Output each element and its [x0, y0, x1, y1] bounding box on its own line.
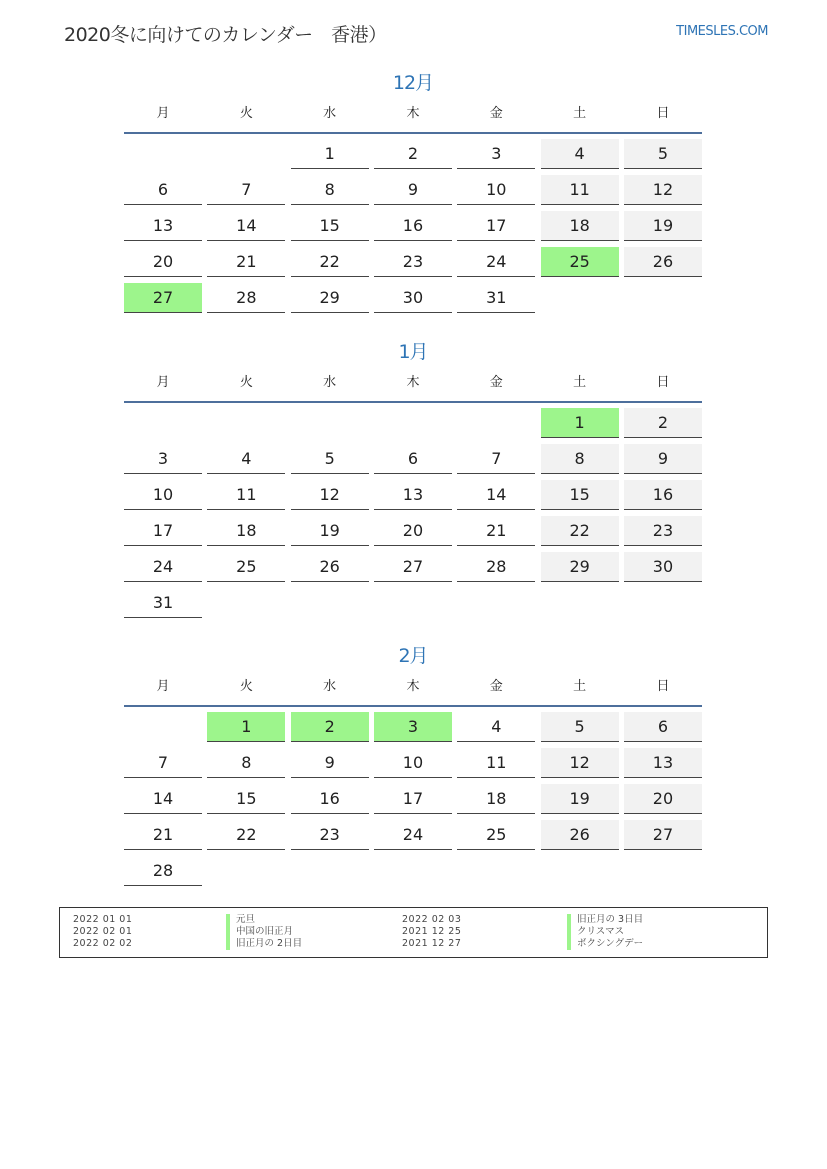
day-cell: 16: [374, 211, 452, 241]
day-cell: 4: [541, 139, 619, 169]
day-cell: 26: [541, 820, 619, 850]
day-cell: 2: [374, 139, 452, 169]
day-cell: 18: [207, 516, 285, 546]
weekday-label: 日: [656, 679, 670, 694]
day-cell: 31: [457, 283, 535, 313]
page-title: 2020冬に向けてのカレンダー 香港）: [64, 24, 387, 46]
day-cell: 22: [291, 247, 369, 277]
day-cell: 11: [541, 175, 619, 205]
empty-cell: [374, 408, 452, 437]
legend-date: 2022 02 01: [73, 926, 133, 937]
day-cell: 29: [291, 283, 369, 313]
weekday-label: 金: [489, 375, 503, 390]
day-cell: 7: [207, 175, 285, 205]
day-cell: 26: [624, 247, 702, 277]
day-cell: 17: [457, 211, 535, 241]
day-cell: 17: [374, 784, 452, 814]
weekday-label: 月: [156, 106, 170, 121]
day-cell: 27: [624, 820, 702, 850]
day-cell: 28: [207, 283, 285, 313]
site-link[interactable]: TIMESLES.COM: [676, 24, 768, 39]
holiday-legend: [59, 907, 768, 958]
month-title: 1月: [398, 341, 428, 363]
day-grid: [124, 712, 702, 886]
day-cell: 21: [124, 820, 202, 850]
day-cell: 4: [457, 712, 535, 742]
day-cell: 21: [207, 247, 285, 277]
weekday-label: 土: [573, 106, 587, 121]
legend-date: 2022 02 03: [402, 914, 462, 925]
legend-holiday-name: 旧正月の 3日目: [567, 914, 643, 926]
day-cell: 12: [624, 175, 702, 205]
day-cell: 4: [207, 444, 285, 474]
day-cell: 22: [541, 516, 619, 546]
day-cell: 28: [124, 856, 202, 886]
day-cell: 7: [457, 444, 535, 474]
legend-date: 2022 02 02: [73, 938, 133, 949]
day-cell: 5: [624, 139, 702, 169]
empty-cell: [124, 408, 202, 437]
weekday-label: 木: [406, 679, 420, 694]
month-january: [124, 339, 702, 618]
day-cell: 21: [457, 516, 535, 546]
empty-cell: [207, 408, 285, 437]
day-cell: 12: [541, 748, 619, 778]
day-cell: 25: [457, 820, 535, 850]
weekday-label: 水: [323, 375, 337, 390]
day-cell: 23: [291, 820, 369, 850]
weekday-label: 日: [656, 375, 670, 390]
day-cell: 11: [457, 748, 535, 778]
empty-cell: [457, 408, 535, 437]
weekday-label: 木: [406, 375, 420, 390]
day-cell: 3: [124, 444, 202, 474]
month-title: 12月: [392, 72, 434, 94]
day-cell: 9: [291, 748, 369, 778]
day-cell: 19: [291, 516, 369, 546]
day-cell: 10: [374, 748, 452, 778]
day-cell: 16: [291, 784, 369, 814]
day-cell: 7: [124, 748, 202, 778]
day-cell: 25: [541, 247, 619, 277]
day-cell: 15: [207, 784, 285, 814]
legend-holiday-name: 中国の旧正月: [226, 926, 293, 938]
month-title: 2月: [398, 645, 428, 667]
day-cell: 5: [541, 712, 619, 742]
day-cell: 23: [374, 247, 452, 277]
day-cell: 11: [207, 480, 285, 510]
day-grid: [124, 139, 702, 313]
weekday-label: 火: [239, 375, 253, 390]
day-cell: 6: [124, 175, 202, 205]
weekday-header: [124, 677, 702, 707]
day-cell: 17: [124, 516, 202, 546]
day-cell: 20: [124, 247, 202, 277]
day-cell: 24: [124, 552, 202, 582]
legend-date: 2021 12 27: [402, 938, 462, 949]
empty-cell: [207, 139, 285, 168]
day-cell: 13: [374, 480, 452, 510]
weekday-label: 月: [156, 375, 170, 390]
empty-cell: [124, 712, 202, 741]
day-cell: 30: [374, 283, 452, 313]
day-cell: 25: [207, 552, 285, 582]
day-cell: 16: [624, 480, 702, 510]
day-cell: 2: [291, 712, 369, 742]
weekday-label: 日: [656, 106, 670, 121]
day-cell: 5: [291, 444, 369, 474]
empty-cell: [124, 139, 202, 168]
weekday-label: 金: [489, 679, 503, 694]
day-grid: [124, 408, 702, 618]
day-cell: 6: [624, 712, 702, 742]
weekday-label: 木: [406, 106, 420, 121]
day-cell: 27: [124, 283, 202, 313]
day-cell: 18: [541, 211, 619, 241]
empty-cell: [291, 408, 369, 437]
day-cell: 19: [624, 211, 702, 241]
legend-date: 2022 01 01: [73, 914, 133, 925]
day-cell: 9: [374, 175, 452, 205]
day-cell: 30: [624, 552, 702, 582]
day-cell: 10: [124, 480, 202, 510]
day-cell: 29: [541, 552, 619, 582]
day-cell: 8: [541, 444, 619, 474]
legend-date: 2021 12 25: [402, 926, 462, 937]
day-cell: 14: [124, 784, 202, 814]
weekday-label: 火: [239, 106, 253, 121]
day-cell: 12: [291, 480, 369, 510]
day-cell: 14: [207, 211, 285, 241]
weekday-header: [124, 104, 702, 134]
day-cell: 10: [457, 175, 535, 205]
day-cell: 23: [624, 516, 702, 546]
day-cell: 20: [374, 516, 452, 546]
legend-holiday-name: 旧正月の 2日目: [226, 938, 302, 950]
weekday-label: 火: [239, 679, 253, 694]
day-cell: 3: [374, 712, 452, 742]
weekday-label: 水: [323, 679, 337, 694]
weekday-label: 月: [156, 679, 170, 694]
day-cell: 20: [624, 784, 702, 814]
day-cell: 15: [291, 211, 369, 241]
day-cell: 8: [207, 748, 285, 778]
day-cell: 28: [457, 552, 535, 582]
weekday-label: 土: [573, 375, 587, 390]
legend-holiday-name: 元旦: [226, 914, 255, 926]
weekday-label: 土: [573, 679, 587, 694]
day-cell: 8: [291, 175, 369, 205]
day-cell: 18: [457, 784, 535, 814]
day-cell: 3: [457, 139, 535, 169]
day-cell: 13: [624, 748, 702, 778]
day-cell: 1: [291, 139, 369, 169]
weekday-label: 水: [323, 106, 337, 121]
month-december: [124, 70, 702, 313]
weekday-label: 金: [489, 106, 503, 121]
month-february: [124, 643, 702, 886]
day-cell: 24: [374, 820, 452, 850]
day-cell: 13: [124, 211, 202, 241]
day-cell: 31: [124, 588, 202, 618]
day-cell: 2: [624, 408, 702, 438]
day-cell: 14: [457, 480, 535, 510]
day-cell: 26: [291, 552, 369, 582]
day-cell: 1: [541, 408, 619, 438]
legend-holiday-name: ボクシングデー: [567, 938, 643, 950]
legend-holiday-name: クリスマス: [567, 926, 624, 938]
day-cell: 15: [541, 480, 619, 510]
day-cell: 19: [541, 784, 619, 814]
weekday-header: [124, 373, 702, 403]
day-cell: 9: [624, 444, 702, 474]
day-cell: 27: [374, 552, 452, 582]
day-cell: 24: [457, 247, 535, 277]
day-cell: 22: [207, 820, 285, 850]
day-cell: 6: [374, 444, 452, 474]
day-cell: 1: [207, 712, 285, 742]
